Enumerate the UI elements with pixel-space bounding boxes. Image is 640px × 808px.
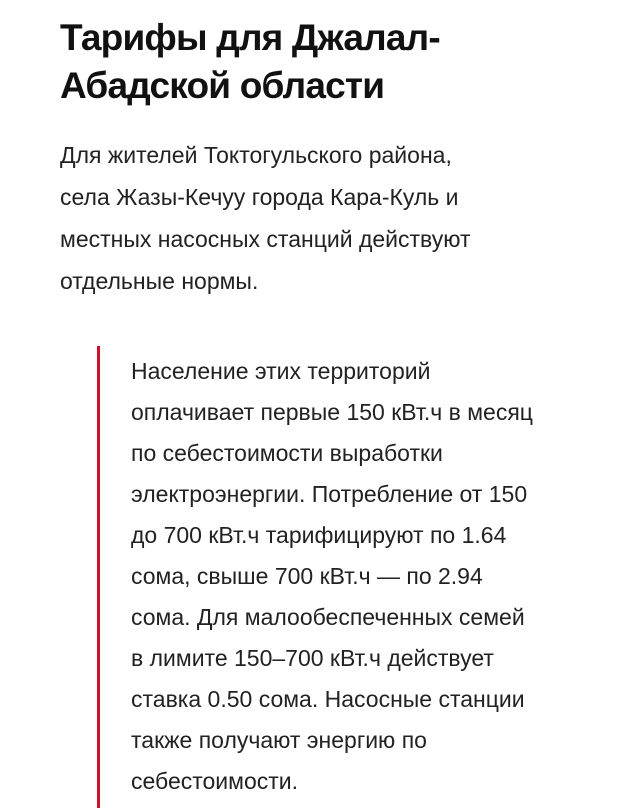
intro-line: отдельные нормы. — [60, 268, 259, 294]
article — [60, 14, 620, 302]
quote-line: оплачивает первые 150 кВт.ч в месяц — [131, 399, 533, 425]
title-line: Абадской области — [60, 65, 385, 106]
quote-line: электроэнергии. Потребление от 150 — [131, 481, 528, 507]
intro-line: местных насосных станций действуют — [60, 226, 471, 252]
article-title — [60, 14, 620, 110]
quote-line: также получают энергию по — [131, 727, 427, 753]
quote-line: до 700 кВт.ч тарифицируют по 1.64 — [131, 522, 507, 548]
intro-line: Для жителей Токтогульского района, — [60, 142, 452, 168]
quote-line: себестоимости. — [131, 768, 299, 794]
title-line: Тарифы для Джалал- — [60, 17, 440, 58]
quote-line: по себестоимости выработки — [131, 440, 443, 466]
quote-line: сома. Для малообеспеченных семей — [131, 604, 525, 630]
quote-line: ставка 0.50 сома. Насосные станции — [131, 686, 525, 712]
quote-line: сома, свыше 700 кВт.ч — по 2.94 — [131, 563, 483, 589]
quote-paragraph — [100, 346, 640, 802]
intro-line: села Жазы-Кечуу города Кара-Куль и — [60, 184, 459, 210]
blockquote — [97, 346, 640, 808]
intro-paragraph — [60, 134, 620, 302]
quote-line: в лимите 150–700 кВт.ч действует — [131, 645, 494, 671]
quote-line: Население этих территорий — [131, 358, 431, 384]
